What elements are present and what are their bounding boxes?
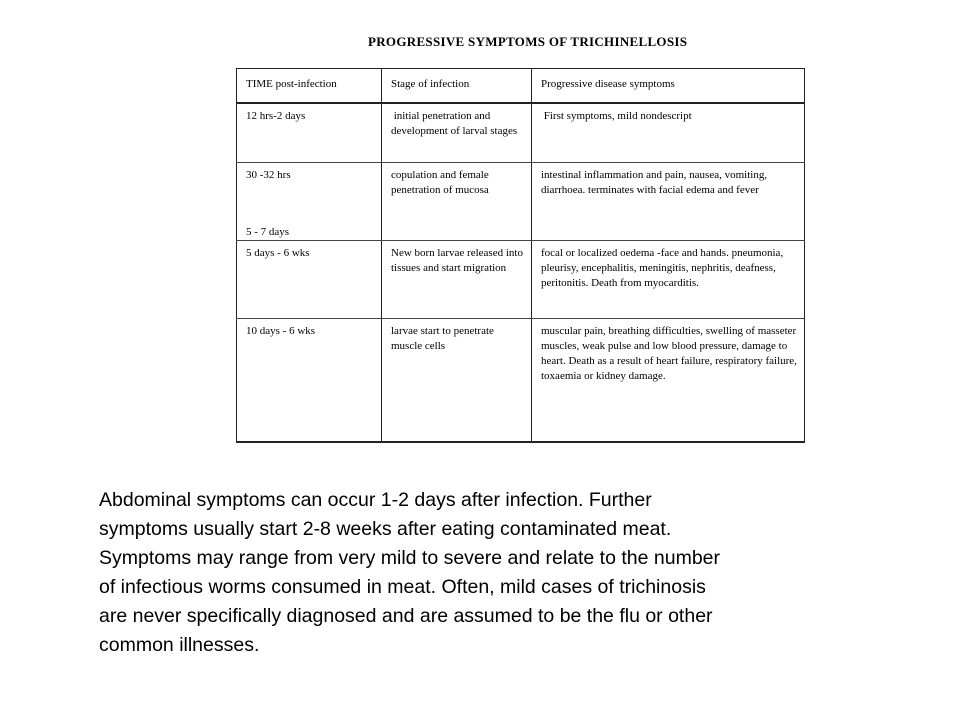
column-header-symptoms: Progressive disease symptoms — [532, 69, 805, 103]
time-cell: 10 days - 6 wks — [237, 319, 382, 442]
symptoms-cell: focal or localized oedema -face and hands. pneumonia, pleurisy, encephalitis, meningitis, nephritis, deafness, peritonitis. Death from myocarditis. — [532, 241, 805, 319]
table-row — [237, 241, 805, 319]
paragraph-line: are never specifically diagnosed and are assumed to be the flu or other — [99, 605, 713, 627]
time-cell: 5 days - 6 wks — [237, 241, 382, 319]
table-title: PROGRESSIVE SYMPTOMS OF TRICHINELLOSIS — [368, 34, 688, 49]
symptoms-table-container — [236, 68, 804, 441]
time-cell — [237, 163, 382, 241]
paragraph-line: common illnesses. — [99, 634, 260, 656]
time-primary: 30 -32 hrs — [246, 169, 291, 181]
table-row — [237, 319, 805, 442]
stage-cell: copulation and female penetration of mucosa — [382, 163, 532, 241]
paragraph-line: Abdominal symptoms can occur 1-2 days after infection. Further — [99, 489, 652, 511]
paragraph-line: of infectious worms consumed in meat. Often, mild cases of trichinosis — [99, 576, 706, 598]
paragraph-line: Symptoms may range from very mild to severe and relate to the number — [99, 547, 721, 569]
column-header-time: TIME post-infection — [237, 69, 382, 103]
table-row — [237, 163, 805, 241]
stage-cell: larvae start to penetrate muscle cells — [382, 319, 532, 442]
stage-cell: New born larvae released into tissues and start migration — [382, 241, 532, 319]
time-cell: 12 hrs-2 days — [237, 103, 382, 163]
symptoms-cell: First symptoms, mild nondescript — [532, 103, 805, 163]
table-row — [237, 103, 805, 163]
column-header-stage: Stage of infection — [382, 69, 532, 103]
table-header-row — [237, 69, 805, 103]
stage-cell: initial penetration and development of larval stages — [382, 103, 532, 163]
symptoms-cell: intestinal inflammation and pain, nausea, vomiting, diarrhoea. terminates with facial edema and fever — [532, 163, 805, 241]
symptoms-cell: muscular pain, breathing difficulties, swelling of masseter muscles, weak pulse and low blood pressure, damage to heart. Death as a result of heart failure, respiratory failure, toxaemia or kidney damage. — [532, 319, 805, 442]
time-secondary: 5 - 7 days — [246, 226, 290, 238]
description-paragraph — [99, 486, 879, 660]
symptoms-table — [236, 68, 805, 443]
paragraph-line: symptoms usually start 2-8 weeks after eating contaminated meat. — [99, 518, 672, 540]
